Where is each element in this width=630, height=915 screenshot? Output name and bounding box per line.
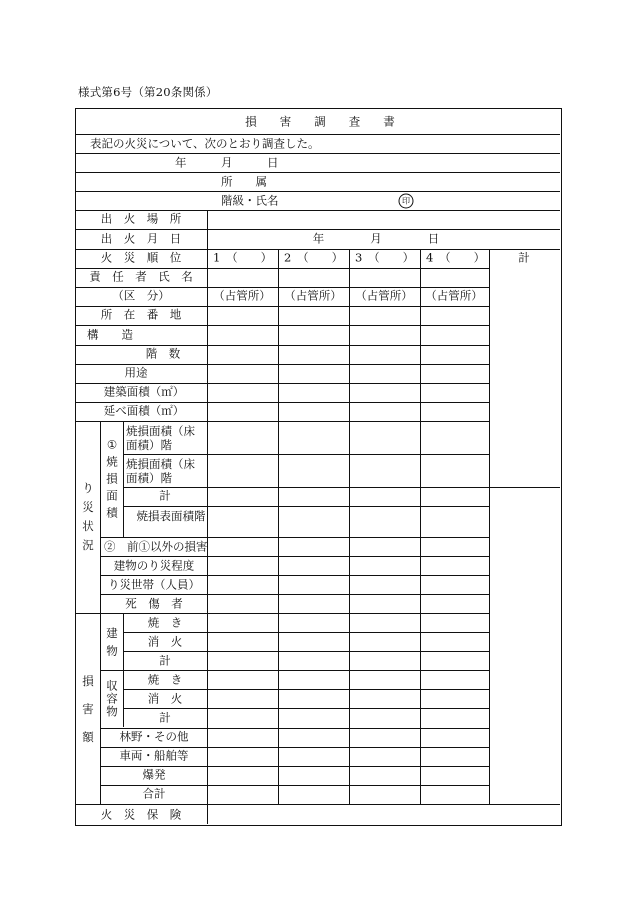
row-divider — [76, 325, 489, 326]
row-divider — [123, 708, 489, 709]
burned-area-subtotal: 計 — [159, 488, 171, 503]
casualties-label: 死 傷 者 — [125, 596, 183, 611]
rank-name-label: 階級・氏名 — [221, 193, 279, 208]
column-divider — [207, 210, 208, 421]
burned-area-label: ① 焼 損 面 積 — [106, 437, 118, 520]
column-divider — [100, 613, 101, 804]
forest-other-label: 林野・その他 — [119, 729, 189, 744]
row-divider — [100, 594, 489, 595]
column-divider — [123, 613, 124, 727]
column-divider — [207, 421, 208, 804]
structure-label: 構 造 — [87, 327, 133, 342]
row-divider — [123, 632, 489, 633]
column-divider — [489, 249, 490, 804]
burned-floor-area-floor-1: 焼損面積（床面積）階 — [126, 424, 195, 452]
responsible-person-label: 責 任 者 氏 名 — [89, 269, 193, 284]
intro-text: 表記の火災について、次のとおり調査した。 — [90, 136, 320, 151]
contents-burn-label: 焼 き — [147, 672, 183, 687]
floors-label: 階 数 — [145, 346, 181, 361]
row-divider — [123, 506, 489, 507]
row-divider — [76, 613, 489, 614]
station-label-3: （占管所） — [355, 288, 413, 303]
column-divider — [100, 421, 101, 613]
row-divider — [76, 191, 560, 192]
row-divider — [76, 134, 560, 135]
row-divider — [76, 345, 489, 346]
column-divider — [349, 249, 350, 804]
column-divider — [207, 804, 208, 824]
row-divider — [100, 575, 489, 576]
total-column-label: 計 — [518, 250, 530, 265]
damage-survey-form — [75, 108, 562, 826]
order-col-4: 4 （ ） — [426, 250, 486, 265]
explosion-label: 爆発 — [142, 767, 166, 782]
building-area-label: 建築面積（㎡） — [103, 384, 185, 399]
building-extinguish-label: 消 火 — [147, 634, 183, 649]
row-divider — [76, 172, 560, 173]
row-divider — [100, 670, 489, 671]
affected-households-label: り災世帯（人員） — [108, 577, 200, 592]
category-label: （区 分） — [112, 288, 170, 303]
row-divider — [76, 229, 560, 230]
total-floor-area-label: 延べ面積（㎡） — [103, 403, 185, 418]
contents-subtotal-label: 計 — [159, 710, 171, 725]
other-damage-label: ② 前①以外の損害 — [104, 539, 208, 554]
form-number: 様式第6号（第20条関係） — [78, 85, 218, 99]
address-label: 所 在 番 地 — [100, 307, 182, 322]
column-divider — [123, 421, 124, 537]
contents-label: 収 容 物 — [106, 678, 118, 719]
building-label: 建 物 — [106, 626, 118, 658]
contents-extinguish-label: 消 火 — [147, 691, 183, 706]
station-label-2: （占管所） — [284, 288, 342, 303]
row-divider — [76, 804, 560, 805]
grand-total-label: 合計 — [142, 786, 166, 801]
disaster-status-label: り 災 状 況 — [82, 481, 94, 552]
affiliation-label: 所 属 — [221, 174, 267, 189]
order-col-3: 3 （ ） — [355, 250, 415, 265]
building-burn-label: 焼 き — [147, 615, 183, 630]
form-title: 損 害 調 査 書 — [245, 114, 395, 129]
row-divider — [123, 651, 489, 652]
building-damage-degree-label: 建物のり災程度 — [113, 558, 195, 573]
row-divider — [100, 556, 489, 557]
row-divider — [123, 487, 560, 488]
order-col-1: 1 （ ） — [213, 250, 273, 265]
usage-label: 用途 — [124, 365, 148, 380]
fire-location-label: 出 火 場 所 — [100, 211, 182, 226]
vehicles-ships-label: 車両・船舶等 — [119, 748, 189, 763]
column-divider — [278, 249, 279, 804]
fire-insurance-label: 火 災 保 険 — [100, 807, 182, 822]
station-label-4: （占管所） — [425, 288, 483, 303]
fire-date-value: 年 月 日 — [312, 231, 440, 246]
survey-date: 年 月 日 — [175, 155, 279, 170]
station-label-1: （占管所） — [213, 288, 271, 303]
damage-amount-label: 損 害 額 — [82, 674, 94, 744]
row-divider — [76, 421, 489, 422]
fire-order-label: 火 災 順 位 — [100, 250, 182, 265]
seal-mark: 印 — [399, 194, 414, 209]
column-divider — [420, 249, 421, 804]
fire-date-label: 出 火 月 日 — [100, 231, 182, 246]
row-divider — [123, 454, 489, 455]
burned-surface-area-floor: 焼損表面積階 — [136, 509, 206, 523]
burned-floor-area-floor-2: 焼損面積（床面積）階 — [126, 457, 195, 485]
row-divider — [123, 689, 489, 690]
building-subtotal-label: 計 — [159, 653, 171, 668]
row-divider — [100, 537, 489, 538]
order-col-2: 2 （ ） — [284, 250, 344, 265]
row-divider — [76, 153, 560, 154]
